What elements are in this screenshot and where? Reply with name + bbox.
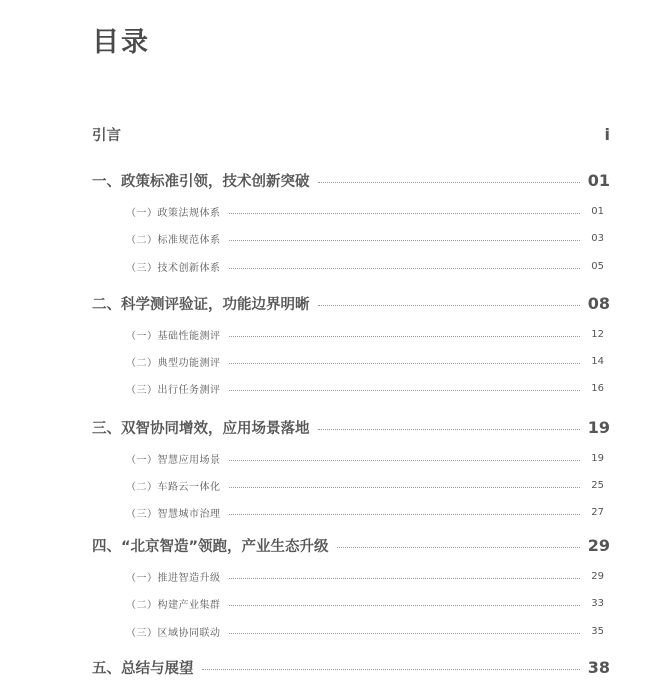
toc-subsection-label: （二）标准规范体系 <box>126 235 221 246</box>
toc-subsection[interactable] <box>126 231 604 246</box>
toc-leader <box>229 240 581 241</box>
toc-page-number: 35 <box>591 626 604 637</box>
toc-page-number: 03 <box>591 233 604 244</box>
toc-subsection[interactable] <box>126 596 604 611</box>
toc-leader <box>229 213 581 214</box>
toc-subsection-label: （一）政策法规体系 <box>126 208 221 219</box>
toc-subsection[interactable] <box>126 354 604 369</box>
toc-leader <box>229 578 581 579</box>
toc-page-number: 29 <box>587 536 610 555</box>
toc-leader <box>229 633 581 634</box>
toc-section-label: 五、总结与展望 <box>92 661 194 677</box>
toc-section-label: 四、“北京智造”领跑，产业生态升级 <box>92 539 329 555</box>
toc-entry-intro[interactable] <box>92 124 610 145</box>
toc-section-5[interactable] <box>92 657 610 678</box>
toc-page-number: 19 <box>591 453 604 464</box>
toc-subsection[interactable] <box>126 478 604 493</box>
toc-section-label: 一、政策标准引领，技术创新突破 <box>92 174 310 190</box>
toc-page-number: 14 <box>591 356 604 367</box>
toc-leader <box>318 429 580 430</box>
toc-page-number: 38 <box>587 658 610 677</box>
toc-leader <box>202 669 580 670</box>
toc-leader <box>229 268 581 269</box>
toc-subsection-label: （二）车路云一体化 <box>126 482 221 493</box>
toc-subsection[interactable] <box>126 505 604 520</box>
toc-subsection[interactable] <box>126 451 604 466</box>
toc-leader <box>229 605 581 606</box>
toc-leader <box>229 363 581 364</box>
toc-subsection-label: （二）构建产业集群 <box>126 600 221 611</box>
toc-section-3[interactable] <box>92 417 610 438</box>
toc-page-number: 25 <box>591 480 604 491</box>
toc-subsection-label: （三）出行任务测评 <box>126 385 221 396</box>
toc-subsection-label: （三）技术创新体系 <box>126 263 221 274</box>
toc-subsection[interactable] <box>126 624 604 639</box>
toc-page-number: 08 <box>587 294 610 313</box>
toc-subsection-label: （三）区域协同联动 <box>126 628 221 639</box>
toc-subsection-label: （三）智慧城市治理 <box>126 509 221 520</box>
toc-leader <box>229 460 581 461</box>
page-title: 目录 <box>92 27 150 58</box>
toc-section-2[interactable] <box>92 293 610 314</box>
toc-page-number: 01 <box>587 171 610 190</box>
toc-leader <box>229 336 581 337</box>
toc-page-number: 16 <box>591 383 604 394</box>
toc-page-number: i <box>604 125 610 144</box>
toc-subsection[interactable] <box>126 204 604 219</box>
toc-subsection-label: （二）典型功能测评 <box>126 358 221 369</box>
toc-page-number: 33 <box>591 598 604 609</box>
toc-subsection-label: （一）基础性能测评 <box>126 331 221 342</box>
toc-page-number: 12 <box>591 329 604 340</box>
toc-section-1[interactable] <box>92 170 610 191</box>
toc-section-label: 二、科学测评验证，功能边界明晰 <box>92 297 310 313</box>
toc-subsection-label: （一）推进智造升级 <box>126 573 221 584</box>
toc-leader <box>229 487 581 488</box>
toc-section-label: 三、双智协同增效，应用场景落地 <box>92 421 310 437</box>
toc-subsection[interactable] <box>126 259 604 274</box>
toc-subsection[interactable] <box>126 569 604 584</box>
toc-page-number: 29 <box>591 571 604 582</box>
toc-entry-label: 引言 <box>92 128 121 144</box>
toc-section-4[interactable] <box>92 535 610 556</box>
toc-page-number: 05 <box>591 261 604 272</box>
toc-subsection-label: （一）智慧应用场景 <box>126 455 221 466</box>
toc-page-number: 27 <box>591 507 604 518</box>
toc-leader <box>318 182 580 183</box>
toc-leader <box>318 305 580 306</box>
toc-page-number: 19 <box>587 418 610 437</box>
toc-leader <box>337 547 580 548</box>
toc-leader <box>229 514 581 515</box>
toc-subsection[interactable] <box>126 327 604 342</box>
toc-subsection[interactable] <box>126 381 604 396</box>
toc-leader <box>229 390 581 391</box>
toc-page-number: 01 <box>591 206 604 217</box>
